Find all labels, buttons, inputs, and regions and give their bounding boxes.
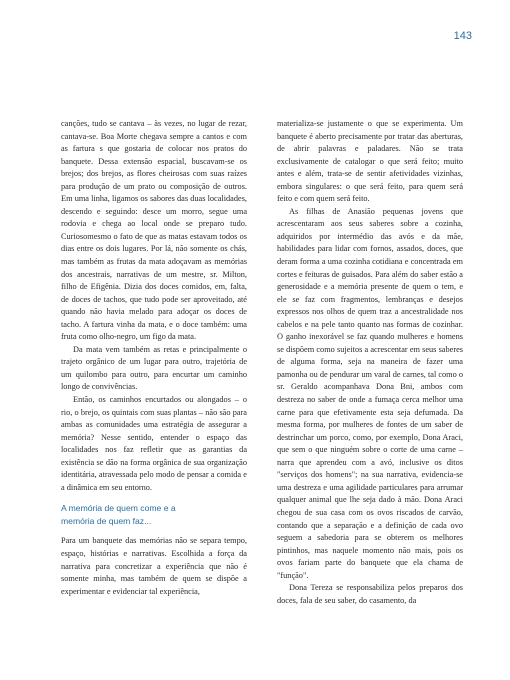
page-number: 143 [453, 30, 472, 42]
paragraph: Para um banquete das memórias não se separa tempo, espaço, histórias e narrativas. Escolhida a força da narrativa para concretizar a experiência que não é somente minha, mas também de quem se dispõe a experimentar e evidenciar tal experiência, [61, 536, 247, 596]
section-heading-line: memória de quem faz... [61, 515, 152, 526]
right-text-column [277, 118, 463, 607]
paragraph: Dona Tereza se responsabiliza pelos preparos dos doces, fala de seu saber, do casamento, da [277, 583, 463, 605]
paragraph: As filhas de Anasião pequenas jovens que acrescentaram aos seus saberes sobre a cozinha, adquiridos por intermédio das avós e da mãe, habilidades para lidar com fornos, assados, doces, que deram forma a uma cozinha cotidiana e concentrada em cortes e feituras de guisados. Para além do saber estão a generosidade e a memória presente de quem o tem, e ele se faz com fragmentos, lembranças e desejos expressos nos olhos de quem traz a ancestralidade nos cabelos e na pele tanto quanto nas formas de cozinhar. O ganho inexorável se faz quando mulheres e homens se dispõem como sujeitos a acrescentar em seus saberes de alguma forma, seja na maneira de fazer uma pamonha ou de pendurar um varal de carnes, tal como o sr. Geraldo acompanhava Dona Bni, ambos com destreza no saber de onde a fumaça cerca melhor uma carne para que efetivamente esta seja defumada. Da mesma forma, por mulheres de fontes de um saber de destrinchar um porco, como, por exemplo, Dona Araci, que sem o que ninguém sobre o corte de uma carne – narra que aprendeu com a avó, inclusive os ditos "serviços dos homens"; na sua narrativa, evidencia-se uma destreza e uma agilidade particulares para arrumar qualquer animal que lhe seja dado à mão. Dona Araci chegou de sua casa com os ovos riscados de carvão, contando que a separação e a definição de cada ovo seguem a sabedoria para se obterem os melhores pintinhos, mas naquele momento não mais, pois os ovos fariam parte do banquete que ela chama de "função". [277, 206, 463, 580]
paragraph: Da mata vem também as retas e principalmente o trajeto orgânico de um lugar para outro, trajetória de um quilombo para outro, para encurtar um caminho longo de convivências. [61, 344, 247, 392]
paragraph: Então, os caminhos encurtados ou alongados – o rio, o brejo, os quintais com suas plantas – não são para ambas as comunidades uma estratégia de assegurar a memória? Nesse sentido, entender o espaço das localidades nos faz refletir que as garantias da existência se dão na forma orgânica de sua organização identitária, atravessada pelo modo de pensar a comida e a dinâmica em seu entorno. [61, 395, 247, 492]
section-spacer [61, 494, 247, 502]
section-spacer [61, 527, 247, 535]
section-heading-line: A memória de quem come e a [61, 503, 176, 514]
section-heading [61, 502, 247, 527]
left-text-column [61, 118, 247, 598]
paragraph: canções, tudo se cantava – às vezes, no lugar de rezar, cantava-se. Boa Morte chegava sempre a cantos e com as fartura s que gostaria de colocar nos pratos do banquete. Dessa extensão espacial, buscavam-se os brejos; dos brejos, as flores cheirosas com suas raízes para produção de um prato ou composição de outros. Em uma linha, ligamos os sabores das duas localidades, descendo e seguindo: desce um morro, segue uma rodovia e chega ao local onde se preparo tudo. Curiosomesmo o fato de que as matas estavam todos os dias entre os dois lugares. Por lá, não somente os chás, mas também as frutas da mata adoçavam as memórias dos ancestrais, narrativas de um mestre, sr. Milton, filho de Efigênia. Dizia dos doces comidos, em, falta, de doces de tachos, que tudo pode ser aproveitado, até quando não havia melado para adoçar os doces de tacho. A fartura vinha da mata, e o doce também: uma fruta como olho-negro, um figo da mata. [61, 119, 247, 342]
paragraph: materializa-se justamente o que se experimenta. Um banquete é aberto precisamente por tratar das aberturas, de abrir palavras e paladares. Não se trata exclusivamente de catalogar o que será feito; muito antes e além, trata-se de sentir afetividades vizinhas, embora singulares: o que será feito, para quem será feito e com quem será feito. [277, 119, 463, 204]
